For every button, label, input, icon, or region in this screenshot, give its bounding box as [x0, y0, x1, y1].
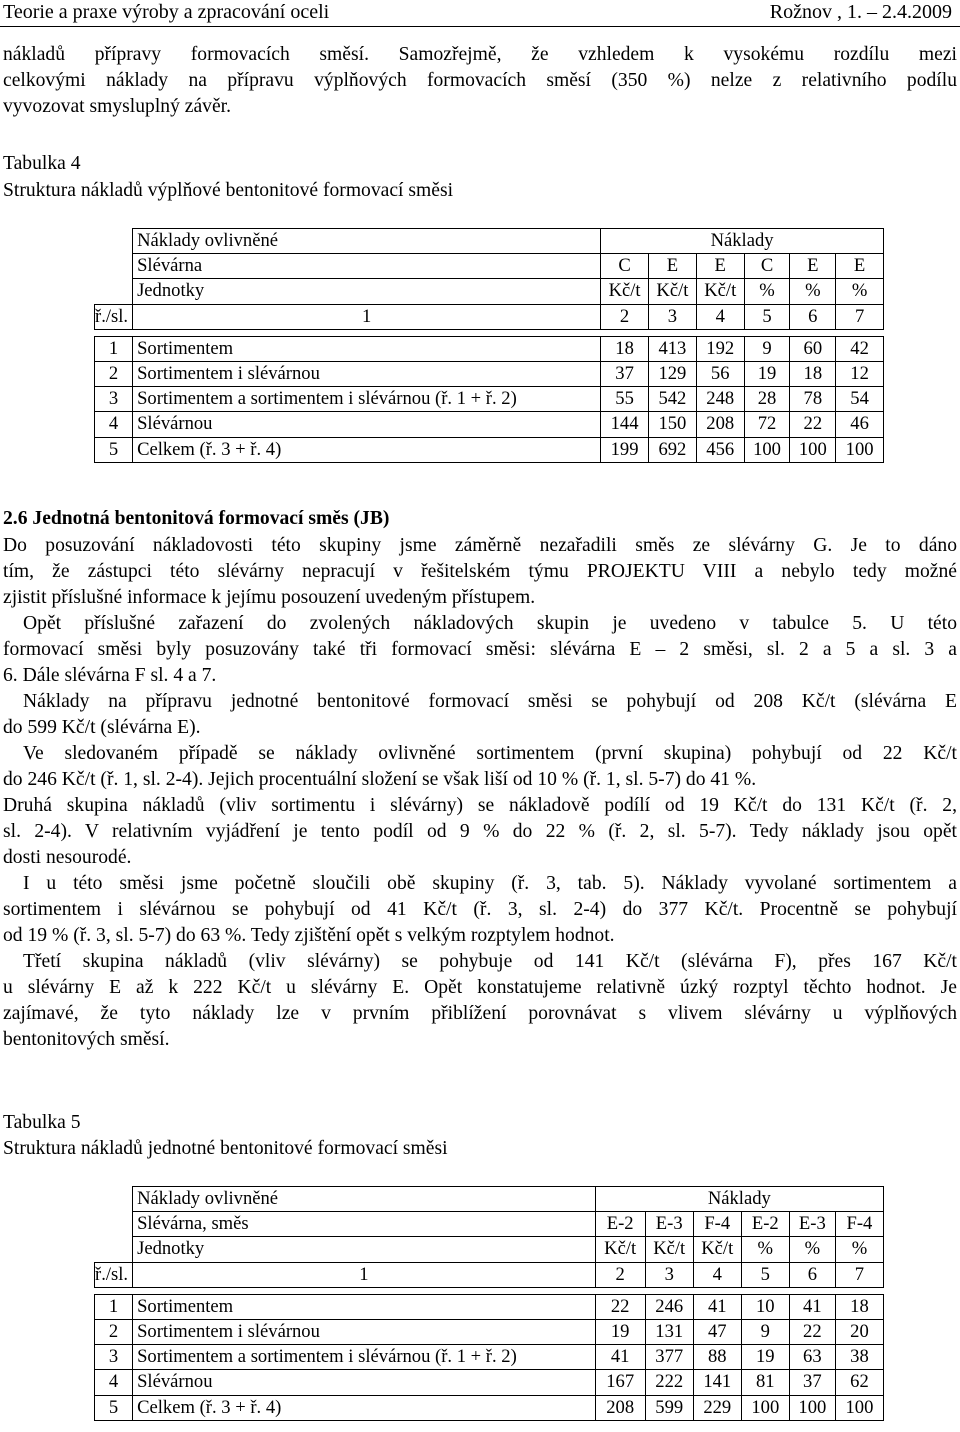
cell-value: 38 — [835, 1345, 883, 1370]
table4-unit: % — [744, 279, 790, 304]
table4-colnum: 3 — [648, 304, 696, 329]
row-label: Sortimentem — [133, 1294, 596, 1319]
row-label: Celkem (ř. 3 + ř. 4) — [133, 437, 601, 462]
table5-foundry: E-2 — [741, 1212, 789, 1237]
table4-foundry: E — [836, 254, 884, 279]
row-number: 1 — [95, 336, 133, 361]
text-line: do 246 Kč/t (ř. 1, sl. 2-4). Jejich procentuální složení se však liší od 10 % (ř. 1, sl. 5-7) do 41 %. — [3, 769, 757, 790]
text-line: Opět příslušné zařazení do zvolených nákladových skupin je uvedeno v tabulce 5. U této — [23, 613, 957, 634]
table4-colnum: 1 — [133, 304, 601, 329]
row-label: Slévárnou — [133, 1370, 596, 1395]
cell-value: 41 — [789, 1294, 835, 1319]
table5-colnum-row — [95, 1262, 884, 1287]
text-line: I u této směsi jsme početně sloučili obě skupiny (ř. 3, tab. 5). Náklady vyvolané sortimentem a — [23, 873, 957, 894]
row-number: 4 — [95, 1370, 133, 1395]
row-label: Celkem (ř. 3 + ř. 4) — [133, 1395, 596, 1420]
table4-colnum: 5 — [744, 304, 790, 329]
table5-head-row — [95, 1187, 884, 1212]
table4-colnum: 2 — [601, 304, 649, 329]
table4-head-affected: Náklady ovlivněné — [133, 229, 601, 254]
cell-value: 42 — [836, 336, 884, 361]
text-line: formovací směsi byly posuzovány také tři formovací směsi: slévárna E – 2 směsi, sl. 2 a 5 a sl. 3 a — [3, 639, 957, 660]
cell-value: 41 — [693, 1294, 741, 1319]
cell-value: 599 — [645, 1395, 693, 1420]
cell-value: 47 — [693, 1319, 741, 1344]
table5-unit: Kč/t — [693, 1237, 741, 1262]
table4-foundry-row — [95, 254, 884, 279]
page-header — [0, 0, 960, 27]
paragraph — [3, 611, 957, 689]
table4 — [94, 228, 884, 463]
paragraph — [3, 793, 957, 871]
cell-value: 62 — [835, 1370, 883, 1395]
section-heading: 2.6 Jednotná bentonitová formovací směs (JB) — [3, 508, 390, 529]
table4-foundry: C — [601, 254, 649, 279]
text-line: Náklady na přípravu jednotné bentonitové formovací směsi se pohybují od 208 Kč/t (slévárna E — [23, 691, 957, 712]
row-number: 2 — [95, 361, 133, 386]
table4-foundry: E — [790, 254, 836, 279]
table5 — [94, 1186, 884, 1421]
table5-colnum: 3 — [645, 1262, 693, 1287]
cell-value: 18 — [790, 361, 836, 386]
cell-value: 72 — [744, 412, 790, 437]
cell-value: 208 — [595, 1395, 645, 1420]
cell-value: 63 — [789, 1345, 835, 1370]
table5-unit: Kč/t — [645, 1237, 693, 1262]
cell-value: 18 — [601, 336, 649, 361]
cell-value: 229 — [693, 1395, 741, 1420]
cell-value: 28 — [744, 387, 790, 412]
cell-value: 144 — [601, 412, 649, 437]
text-line: tím, že zástupci této slévárny nepracují v řešitelském týmu PROJEKTU VIII a nebylo tedy možné — [3, 561, 957, 582]
table-row — [95, 412, 884, 437]
cell-value: 20 — [835, 1319, 883, 1344]
table4-unit: Kč/t — [648, 279, 696, 304]
table4-units-row — [95, 279, 884, 304]
text-line: vyvozovat smysluplný závěr. — [3, 96, 232, 117]
table4-foundry: E — [696, 254, 744, 279]
table5-foundry-row — [95, 1212, 884, 1237]
cell-value: 141 — [693, 1370, 741, 1395]
text-line: sortimentem i slévárnou se pohybují od 41 Kč/t (ř. 3, sl. 2-4) do 377 Kč/t. Procentně se pohybují — [3, 899, 957, 920]
table5-head-costs: Náklady — [595, 1187, 883, 1212]
cell-value: 199 — [601, 437, 649, 462]
table4-caption-number: Tabulka 4 — [3, 153, 81, 174]
row-number: 2 — [95, 1319, 133, 1344]
cell-value: 100 — [741, 1395, 789, 1420]
cell-value: 56 — [696, 361, 744, 386]
table-row — [95, 1294, 884, 1319]
cell-value: 192 — [696, 336, 744, 361]
table4-foundry: E — [648, 254, 696, 279]
table-row — [95, 1395, 884, 1420]
cell-value: 100 — [789, 1395, 835, 1420]
table4-unit: Kč/t — [601, 279, 649, 304]
table5-colnum: 4 — [693, 1262, 741, 1287]
row-label: Slévárnou — [133, 412, 601, 437]
table4-unit: % — [790, 279, 836, 304]
text-line: Ve sledovaném případě se náklady ovlivněné sortimentem (první skupina) pohybují od 22 Kč/t — [23, 743, 957, 764]
header-title: Teorie a praxe výroby a zpracování oceli — [3, 1, 330, 23]
cell-value: 78 — [790, 387, 836, 412]
cell-value: 41 — [595, 1345, 645, 1370]
cell-value: 150 — [648, 412, 696, 437]
cell-value: 9 — [741, 1319, 789, 1344]
text-line: Druhá skupina nákladů (vliv sortimentu i slévárny) se nákladově podílí od 19 Kč/t do 131 Kč/t (ř. 2, — [3, 795, 957, 816]
table4-caption-title: Struktura nákladů výplňové bentonitové formovací směsi — [3, 180, 454, 201]
cell-value: 456 — [696, 437, 744, 462]
cell-value: 100 — [744, 437, 790, 462]
table5-colnum: 2 — [595, 1262, 645, 1287]
table4-row-col-label: ř./sl. — [95, 304, 133, 329]
cell-value: 37 — [601, 361, 649, 386]
row-label: Sortimentem i slévárnou — [133, 1319, 596, 1344]
table-row — [95, 1319, 884, 1344]
cell-value: 692 — [648, 437, 696, 462]
cell-value: 208 — [696, 412, 744, 437]
cell-value: 129 — [648, 361, 696, 386]
table4-head-row — [95, 229, 884, 254]
section-body — [3, 533, 957, 1053]
row-number: 5 — [95, 1395, 133, 1420]
paragraph — [3, 689, 957, 741]
row-number: 3 — [95, 387, 133, 412]
table4-foundry: C — [744, 254, 790, 279]
text-line: od 19 % (ř. 3, sl. 5-7) do 63 %. Tedy zjištění opět s velkým rozptylem hodnot. — [3, 925, 615, 946]
row-number: 1 — [95, 1294, 133, 1319]
cell-value: 19 — [595, 1319, 645, 1344]
table-row — [95, 361, 884, 386]
table4-colnum: 6 — [790, 304, 836, 329]
cell-value: 18 — [835, 1294, 883, 1319]
table5-colnum: 6 — [789, 1262, 835, 1287]
table5-row-col-label: ř./sl. — [95, 1262, 133, 1287]
row-number: 5 — [95, 437, 133, 462]
cell-value: 60 — [790, 336, 836, 361]
table4-head-units: Jednotky — [133, 279, 601, 304]
table5-colnum: 5 — [741, 1262, 789, 1287]
cell-value: 167 — [595, 1370, 645, 1395]
row-label: Sortimentem i slévárnou — [133, 361, 601, 386]
table5-foundry: F-4 — [835, 1212, 883, 1237]
table5-unit: % — [835, 1237, 883, 1262]
cell-value: 10 — [741, 1294, 789, 1319]
cell-value: 12 — [836, 361, 884, 386]
cell-value: 37 — [789, 1370, 835, 1395]
cell-value: 100 — [835, 1395, 883, 1420]
cell-value: 100 — [790, 437, 836, 462]
table4-colnum: 4 — [696, 304, 744, 329]
table5-head-foundry: Slévárna, směs — [133, 1212, 596, 1237]
table-row — [95, 387, 884, 412]
table5-caption-title: Struktura nákladů jednotné bentonitové formovací směsi — [3, 1138, 448, 1159]
text-line: zajímavé, že tyto náklady lze v prvním přiblížení porovnávat s vlivem slévárny u výplňových — [3, 1003, 957, 1024]
cell-value: 9 — [744, 336, 790, 361]
paragraph — [3, 533, 957, 611]
table4-head-costs: Náklady — [601, 229, 884, 254]
intro-paragraph — [3, 42, 957, 120]
cell-value: 22 — [790, 412, 836, 437]
paragraph — [3, 871, 957, 949]
cell-value: 19 — [744, 361, 790, 386]
table-row — [95, 1370, 884, 1395]
table5-unit: Kč/t — [595, 1237, 645, 1262]
cell-value: 246 — [645, 1294, 693, 1319]
cell-value: 22 — [789, 1319, 835, 1344]
cell-value: 131 — [645, 1319, 693, 1344]
table5-head-units: Jednotky — [133, 1237, 596, 1262]
row-label: Sortimentem a sortimentem i slévárnou (ř. 1 + ř. 2) — [133, 387, 601, 412]
cell-value: 54 — [836, 387, 884, 412]
table5-caption-number: Tabulka 5 — [3, 1112, 81, 1133]
paragraph — [3, 949, 957, 1053]
table-row — [95, 437, 884, 462]
text-line: Třetí skupina nákladů (vliv slévárny) se pohybuje od 141 Kč/t (slévárna F), přes 167 Kč/t — [23, 951, 957, 972]
table-row — [95, 336, 884, 361]
text-line: do 599 Kč/t (slévárna E). — [3, 717, 201, 738]
text-line: 6. Dále slévárna F sl. 4 a 7. — [3, 665, 217, 686]
header-place-date: Rožnov , 1. – 2.4.2009 — [769, 1, 952, 23]
table5-unit: % — [741, 1237, 789, 1262]
table5-colnum: 1 — [133, 1262, 596, 1287]
table5-foundry: E-3 — [645, 1212, 693, 1237]
text-line: bentonitových směsí. — [3, 1029, 170, 1050]
paragraph — [3, 741, 957, 793]
row-label: Sortimentem — [133, 336, 601, 361]
cell-value: 88 — [693, 1345, 741, 1370]
cell-value: 542 — [648, 387, 696, 412]
table4-colnum-row — [95, 304, 884, 329]
table5-unit: % — [789, 1237, 835, 1262]
cell-value: 100 — [836, 437, 884, 462]
text-line: nákladů přípravy formovacích směsí. Samozřejmě, že vzhledem k vysokému rozdílu mezi — [3, 44, 957, 65]
text-line: Do posuzování nákladovosti této skupiny jsme záměrně nezařadili směs ze slévárny G. Je to dáno — [3, 535, 957, 556]
row-label: Sortimentem a sortimentem i slévárnou (ř. 1 + ř. 2) — [133, 1345, 596, 1370]
cell-value: 222 — [645, 1370, 693, 1395]
text-line: zjistit příslušné informace k jejímu posouzení uvedeným přístupem. — [3, 587, 536, 608]
table5-units-row — [95, 1237, 884, 1262]
table5-head-affected: Náklady ovlivněné — [133, 1187, 596, 1212]
cell-value: 46 — [836, 412, 884, 437]
cell-value: 81 — [741, 1370, 789, 1395]
table4-head-foundry: Slévárna — [133, 254, 601, 279]
text-line: celkovými náklady na přípravu výplňových formovacích směsí (350 %) nelze z relativního podílu — [3, 70, 957, 91]
table4-unit: % — [836, 279, 884, 304]
cell-value: 377 — [645, 1345, 693, 1370]
cell-value: 22 — [595, 1294, 645, 1319]
table-row — [95, 1345, 884, 1370]
table5-foundry: F-4 — [693, 1212, 741, 1237]
row-number: 3 — [95, 1345, 133, 1370]
table5-colnum: 7 — [835, 1262, 883, 1287]
table5-foundry: E-2 — [595, 1212, 645, 1237]
cell-value: 413 — [648, 336, 696, 361]
row-number: 4 — [95, 412, 133, 437]
cell-value: 55 — [601, 387, 649, 412]
text-line: u slévárny E až k 222 Kč/t u slévárny E. Opět konstatujeme relativně úzký rozptyl těchto hodnot. Je — [3, 977, 957, 998]
text-line: dosti nesourodé. — [3, 847, 132, 868]
table4-colnum: 7 — [836, 304, 884, 329]
table4-unit: Kč/t — [696, 279, 744, 304]
cell-value: 19 — [741, 1345, 789, 1370]
text-line: sl. 2-4). V relativním vyjádření je tento podíl od 9 % do 22 % (ř. 2, sl. 5-7). Tedy náklady jsou opět — [3, 821, 957, 842]
cell-value: 248 — [696, 387, 744, 412]
table5-foundry: E-3 — [789, 1212, 835, 1237]
